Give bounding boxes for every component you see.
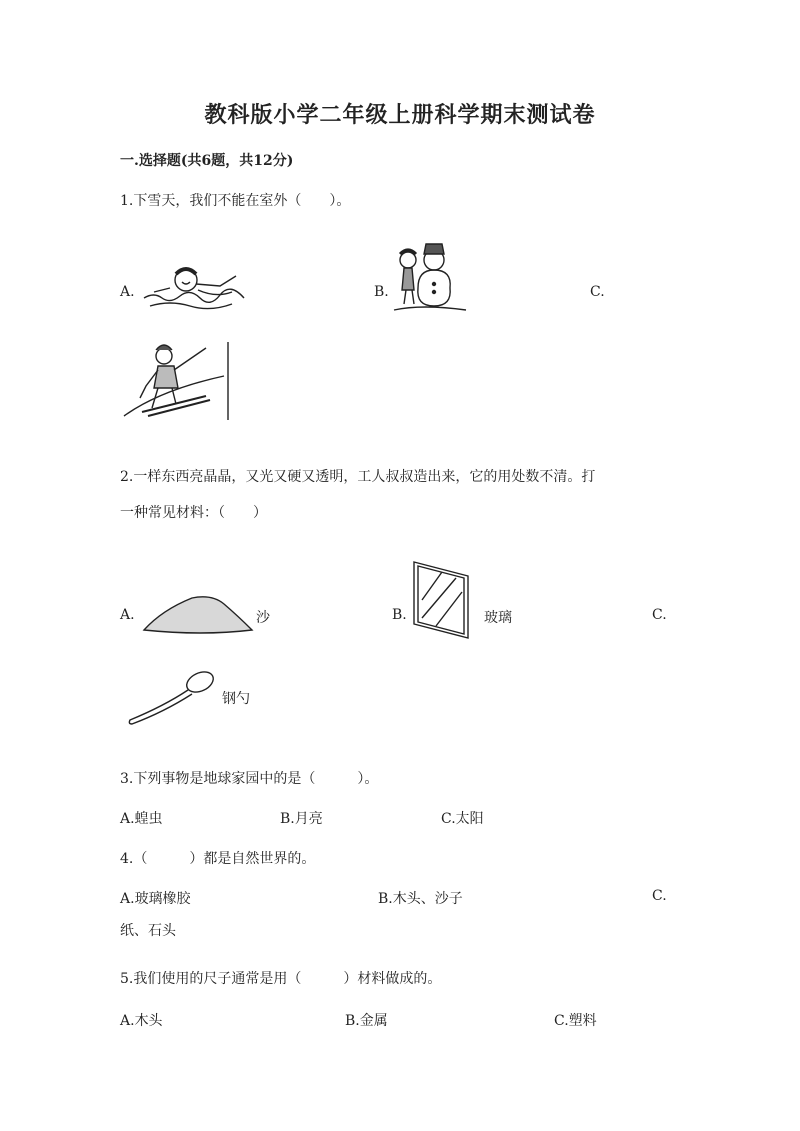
q5-option-a[interactable] bbox=[120, 1010, 163, 1030]
q3-option-c-label: 太阳 bbox=[455, 811, 484, 827]
q4-option-b-label: 木头、沙子 bbox=[392, 891, 463, 907]
q4-option-a[interactable] bbox=[120, 888, 191, 908]
child-skiing-drawing bbox=[120, 338, 232, 422]
q5-option-b-label: 金属 bbox=[359, 1013, 388, 1029]
swimming-child-drawing bbox=[140, 262, 252, 314]
question-5-stem: 5.我们使用的尺子通常是用（ ）材料做成的。 bbox=[120, 971, 442, 987]
q3-option-b[interactable] bbox=[280, 808, 323, 828]
q2-option-c-letter[interactable]: C. bbox=[652, 607, 667, 623]
question-4-stem: 4.（ ）都是自然世界的。 bbox=[120, 851, 316, 867]
q5-option-b[interactable] bbox=[345, 1010, 388, 1030]
q2-option-c-label: 钢勺 bbox=[222, 691, 250, 707]
child-building-snowman-drawing bbox=[392, 240, 470, 318]
q1-option-a-letter[interactable]: A. bbox=[120, 284, 135, 300]
q2-option-a-label: 沙 bbox=[256, 610, 270, 626]
q3-option-a-letter: A. bbox=[120, 811, 135, 827]
q2-option-a-letter[interactable]: A. bbox=[120, 607, 135, 623]
q4-option-b-letter: B. bbox=[378, 891, 393, 907]
question-2-stem-line1: 2.一样东西亮晶晶，又光又硬又透明，工人叔叔造出来，它的用处数不清。打 bbox=[120, 469, 596, 485]
q5-option-c[interactable] bbox=[554, 1010, 597, 1030]
q3-option-b-label: 月亮 bbox=[294, 811, 323, 827]
q3-option-c-letter: C. bbox=[441, 811, 456, 827]
q5-option-c-letter: C. bbox=[554, 1013, 569, 1029]
q3-option-b-letter: B. bbox=[280, 811, 295, 827]
q4-option-c-label: 纸、石头 bbox=[120, 923, 176, 939]
q3-option-a[interactable] bbox=[120, 808, 163, 828]
q2-option-b-letter[interactable]: B. bbox=[392, 607, 407, 623]
q4-option-b[interactable] bbox=[378, 888, 463, 908]
q3-option-a-label: 蝗虫 bbox=[134, 811, 163, 827]
q5-option-b-letter: B. bbox=[345, 1013, 360, 1029]
q3-option-c[interactable] bbox=[441, 808, 484, 828]
page-title: 教科版小学二年级上册科学期末测试卷 bbox=[204, 102, 596, 128]
question-2-stem-line2: 一种常见材料：（ ） bbox=[120, 505, 267, 521]
q1-option-b-letter[interactable]: B. bbox=[374, 284, 389, 300]
q4-option-a-label: 玻璃橡胶 bbox=[134, 891, 191, 907]
q5-option-c-label: 塑料 bbox=[568, 1013, 597, 1029]
sand-pile-drawing bbox=[142, 590, 254, 636]
spoon-drawing bbox=[124, 668, 218, 726]
q5-option-a-letter: A. bbox=[120, 1013, 135, 1029]
q1-option-c-letter[interactable]: C. bbox=[590, 284, 605, 300]
section-heading: 一.选择题(共6题，共12分) bbox=[120, 153, 294, 169]
q4-option-c-letter[interactable]: C. bbox=[652, 888, 667, 904]
glass-pane-drawing bbox=[412, 560, 472, 640]
q5-option-a-label: 木头 bbox=[134, 1013, 163, 1029]
q4-option-a-letter: A. bbox=[120, 891, 135, 907]
question-3-stem: 3.下列事物是地球家园中的是（ ）。 bbox=[120, 771, 379, 787]
question-1-stem: 1.下雪天，我们不能在室外（ ）。 bbox=[120, 193, 351, 209]
q2-option-b-label: 玻璃 bbox=[484, 610, 512, 626]
